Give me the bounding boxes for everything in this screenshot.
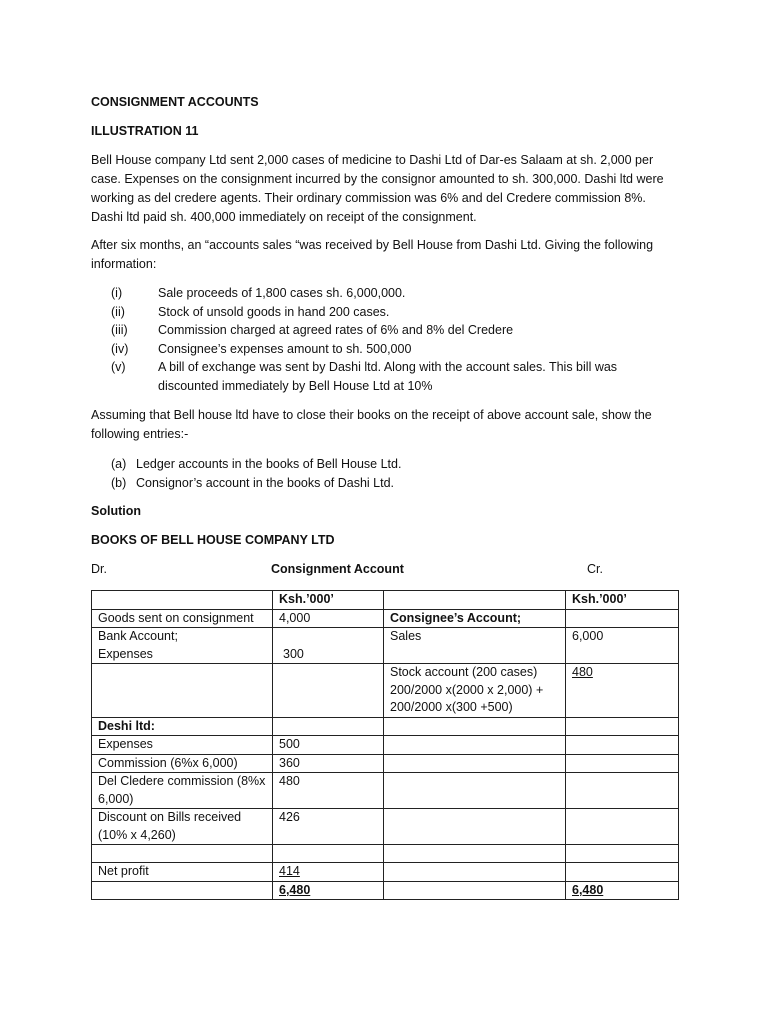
table-cell: 6,000	[566, 628, 679, 664]
table-cell	[566, 845, 679, 863]
illustration-heading: ILLUSTRATION 11	[91, 124, 199, 138]
list-item-number: (v)	[111, 360, 126, 374]
table-cell	[384, 717, 566, 736]
table-cell	[384, 809, 566, 845]
list-item	[111, 358, 671, 395]
total-left: 6,480	[279, 882, 311, 897]
table-cell	[92, 845, 273, 863]
table-cell: 426	[273, 809, 384, 845]
table-cell	[384, 736, 566, 755]
table-row	[92, 809, 679, 845]
table-cell	[566, 664, 679, 718]
table-cell	[566, 609, 679, 628]
table-cell	[273, 664, 384, 718]
list-item-text: Ledger accounts in the books of Bell House Ltd.	[136, 457, 402, 471]
list-item	[111, 455, 401, 474]
table-cell	[566, 881, 679, 900]
paragraph-2: After six months, an “accounts sales “was received by Bell House from Dashi Ltd. Giving the following information:	[91, 238, 654, 271]
table-row	[92, 736, 679, 755]
table-cell	[273, 628, 384, 664]
row-label: Expenses	[98, 646, 153, 661]
list-item	[111, 340, 671, 359]
list-item-text: Consignor’s account in the books of Dashi Ltd.	[136, 475, 395, 490]
table-cell	[384, 845, 566, 863]
table-row	[92, 628, 679, 664]
table-cell	[273, 845, 384, 863]
table-cell	[384, 863, 566, 882]
currency-header-right: Ksh.’000’	[566, 591, 679, 610]
table-row	[92, 717, 679, 736]
blank-line	[279, 628, 377, 646]
table-cell	[566, 736, 679, 755]
list-item-number: (iii)	[111, 323, 128, 337]
table-cell	[384, 881, 566, 900]
table-cell: 360	[273, 754, 384, 773]
table-cell	[273, 863, 384, 882]
table-row-total	[92, 881, 679, 900]
table-cell	[384, 591, 566, 610]
list-item	[111, 284, 671, 303]
table-cell: 480	[273, 773, 384, 809]
table-cell	[566, 809, 679, 845]
row-amount: 480	[572, 665, 593, 679]
list-item	[111, 303, 671, 322]
table-cell	[566, 863, 679, 882]
list-item-number: (iv)	[111, 341, 129, 356]
account-title: Consignment Account	[271, 562, 404, 576]
table-cell: Expenses	[92, 736, 273, 755]
table-cell	[92, 628, 273, 664]
paragraph-3: Assuming that Bell house ltd have to close their books on the receipt of above account sale, show the following entries:-	[91, 408, 652, 441]
list-item-number: (i)	[111, 286, 123, 300]
currency-header-left: Ksh.’000’	[273, 591, 384, 610]
table-cell: Net profit	[92, 863, 273, 882]
table-cell	[566, 773, 679, 809]
table-row	[92, 609, 679, 628]
list-item-text: Consignee’s expenses amount to sh. 500,000	[158, 341, 412, 356]
table-cell	[92, 591, 273, 610]
required-list	[111, 455, 401, 492]
table-row	[92, 754, 679, 773]
list-item-text: A bill of exchange was sent by Dashi ltd. Along with the account sales. This bill was discounted immediately by Bell House Ltd at 10%	[158, 360, 618, 393]
table-cell	[384, 773, 566, 809]
table-cell	[273, 717, 384, 736]
table-cell: Del Cledere commission (8%x 6,000)	[92, 773, 273, 809]
table-cell: 500	[273, 736, 384, 755]
list-item-number: (ii)	[111, 304, 125, 319]
list-item-number: (a)	[111, 457, 127, 471]
table-cell: Commission (6%x 6,000)	[92, 754, 273, 773]
table-cell	[566, 717, 679, 736]
total-right: 6,480	[572, 882, 604, 897]
table-cell	[273, 881, 384, 900]
row-amount: 414	[279, 864, 300, 878]
table-cell: 4,000	[273, 609, 384, 628]
debit-label: Dr.	[91, 562, 107, 576]
table-cell: Discount on Bills received (10% x 4,260)	[92, 809, 273, 845]
table-row	[92, 591, 679, 610]
list-item-number: (b)	[111, 475, 127, 490]
list-item	[111, 474, 401, 493]
table-cell	[92, 664, 273, 718]
table-cell	[92, 881, 273, 900]
list-item-text: Commission charged at agreed rates of 6% and 8% del Credere	[158, 323, 514, 337]
books-heading: BOOKS OF BELL HOUSE COMPANY LTD	[91, 533, 335, 547]
table-cell	[566, 754, 679, 773]
table-row	[92, 863, 679, 882]
list-item-text: Sale proceeds of 1,800 cases sh. 6,000,000.	[158, 286, 406, 300]
paragraph-1: Bell House company Ltd sent 2,000 cases of medicine to Dashi Ltd of Dar-es Salaam at sh. 2,000 per case. Expenses on the consignment incurred by the consignor amounted to sh. 300,000. Dashi ltd were working as del credere agents. Their ordinary commission was 6% and del Credere commission 8%. Dashi ltd paid sh. 400,000 immediately on receipt of the consignment.	[91, 153, 664, 224]
table-cell	[384, 754, 566, 773]
table-cell: Deshi ltd:	[92, 717, 273, 736]
table-cell: Goods sent on consignment	[92, 609, 273, 628]
list-item	[111, 321, 671, 340]
row-amount: 300	[283, 646, 304, 661]
info-list	[111, 284, 671, 395]
table-row	[92, 773, 679, 809]
account-header	[91, 560, 681, 579]
list-item-text: Stock of unsold goods in hand 200 cases.	[158, 304, 390, 319]
table-cell: Consignee’s Account;	[384, 609, 566, 628]
credit-label: Cr.	[587, 562, 603, 576]
consignment-account-table	[91, 590, 679, 900]
table-row	[92, 845, 679, 863]
document-title: CONSIGNMENT ACCOUNTS	[91, 95, 259, 109]
table-cell: Stock account (200 cases) 200/2000 x(2000 x 2,000) + 200/2000 x(300 +500)	[384, 664, 566, 718]
row-label: Bank Account;	[98, 629, 178, 643]
table-cell: Sales	[384, 628, 566, 664]
solution-heading: Solution	[91, 504, 141, 518]
table-row	[92, 664, 679, 718]
